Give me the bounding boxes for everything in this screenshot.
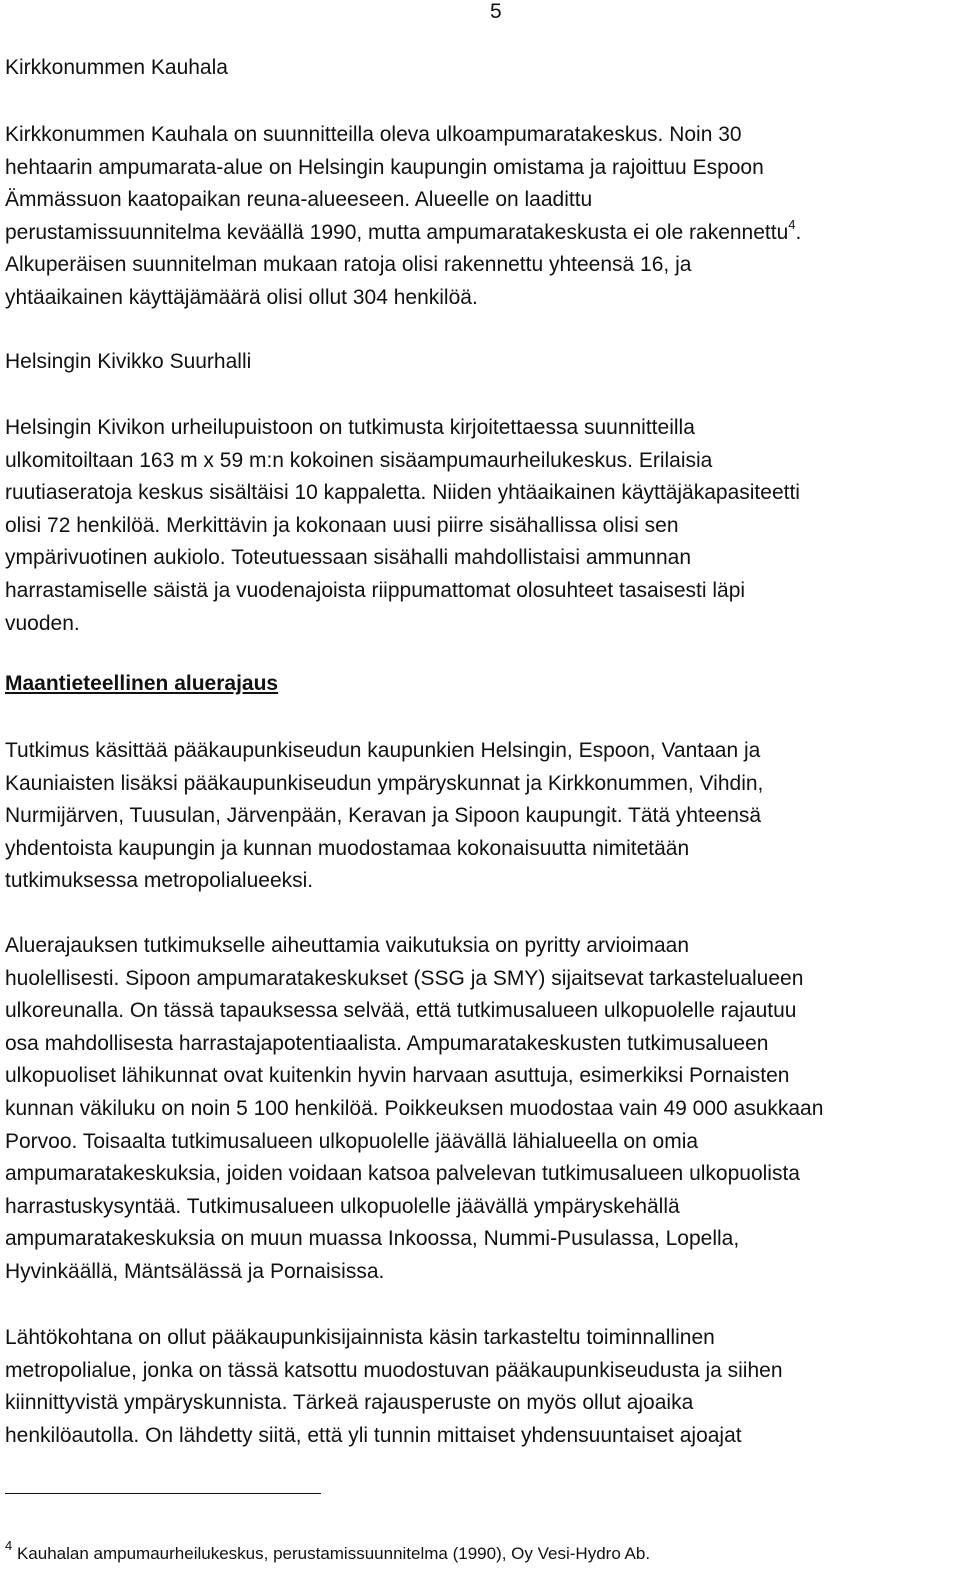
footnote-number: 4 [5, 1538, 13, 1554]
paragraph-line: ympärivuotinen aukiolo. Toteutuessaan sisähalli mahdollistaisi ammunnan [5, 546, 691, 570]
paragraph-kivikko [5, 412, 955, 640]
paragraph-line: kunnan väkiluku on noin 5 100 henkilöä. Poikkeuksen muodostaa vain 49 000 asukkaan [5, 1096, 824, 1120]
paragraph-line: Aluerajauksen tutkimukselle aiheuttamia vaikutuksia on pyritty arvioimaan [5, 934, 689, 957]
paragraph-line: yhtäaikainen käyttäjämäärä olisi ollut 304 henkilöä. [5, 285, 478, 309]
paragraph-line: metropolialue, jonka on tässä katsottu muodostuvan pääkaupunkiseudusta ja siihen [5, 1358, 783, 1382]
paragraph-line: yhdentoista kaupungin ja kunnan muodostamaa kokonaisuutta nimitetään [5, 836, 690, 860]
paragraph-line: olisi 72 henkilöä. Merkittävin ja kokonaan uusi piirre sisähallissa olisi sen [5, 513, 679, 537]
paragraph-line: tutkimuksessa metropolialueeksi. [5, 869, 314, 893]
paragraph-line: Kauniaisten lisäksi pääkaupunkiseudun ympäryskunnat ja Kirkkonummen, Vihdin, [5, 771, 764, 795]
paragraph-line [5, 217, 955, 250]
paragraph-line: ulkoreunalla. On tässä tapauksessa selvää, että tutkimusalueen ulkopuolelle rajautuu [5, 999, 797, 1023]
footnote-separator [5, 1493, 321, 1494]
paragraph-line-text: perustamissuunnitelma keväällä 1990, mutta ampumaratakeskusta ei ole rakennettu [5, 220, 789, 244]
paragraph-line: kiinnittyvistä ympäryskunnista. Tärkeä rajausperuste on myös ollut ajoaika [5, 1391, 694, 1415]
paragraph-aluerajaus-1 [5, 735, 955, 898]
paragraph-kauhala [5, 119, 955, 315]
paragraph-line: henkilöautolla. On lähdetty siitä, että yli tunnin mittaiset yhdensuuntaiset ajoajat [5, 1423, 742, 1447]
paragraph-line: Kirkkonummen Kauhala on suunnitteilla oleva ulkoampumaratakeskus. Noin 30 [5, 123, 742, 146]
footnote-reference: 4 [788, 216, 796, 232]
paragraph-line: harrastamiselle säistä ja vuodenajoista riippumattomat olosuhteet tasaisesti läpi [5, 578, 746, 602]
paragraph-line: Tutkimus käsittää pääkaupunkiseudun kaupunkien Helsingin, Espoon, Vantaan ja [5, 739, 761, 762]
page-number: 5 [490, 0, 502, 23]
paragraph-line: Nurmijärven, Tuusulan, Järvenpään, Keravan ja Sipoon kaupungit. Tätä yhteensä [5, 804, 762, 828]
paragraph-line: ampumaratakeskuksia, joiden voidaan katsoa palvelevan tutkimusalueen ulkopuolista [5, 1162, 800, 1186]
section-heading-kauhala: Kirkkonummen Kauhala [5, 56, 228, 79]
paragraph-line: hehtaarin ampumarata-alue on Helsingin kaupungin omistama ja rajoittuu Espoon [5, 155, 764, 179]
paragraph-aluerajaus-3 [5, 1322, 955, 1452]
section-heading-kivikko: Helsingin Kivikko Suurhalli [5, 350, 252, 373]
paragraph-line: Helsingin Kivikon urheilupuistoon on tutkimusta kirjoitettaessa suunnitteilla [5, 416, 695, 439]
paragraph-line: vuoden. [5, 611, 80, 635]
footnote-text: Kauhalan ampumaurheilukeskus, perustamissuunnitelma (1990), Oy Vesi-Hydro Ab. [16, 1544, 651, 1563]
paragraph-line: Alkuperäisen suunnitelman mukaan ratoja olisi rakennettu yhteensä 16, ja [5, 253, 692, 277]
paragraph-line: Ämmässuon kaatopaikan reuna-alueeseen. Alueelle on laadittu [5, 188, 593, 212]
paragraph-line: ulkopuoliset lähikunnat ovat kuitenkin hyvin harvaan asuttuja, esimerkiksi Pornaisten [5, 1064, 790, 1088]
paragraph-line: ulkomitoiltaan 163 m x 59 m:n kokoinen sisäampumaurheilukeskus. Erilaisia [5, 448, 713, 472]
paragraph-line: ruutiaseratoja keskus sisältäisi 10 kappaletta. Niiden yhtäaikainen käyttäjäkapasiteetti [5, 481, 800, 505]
paragraph-line: harrastuskysyntää. Tutkimusalueen ulkopuolelle jäävällä ympäryskehällä [5, 1194, 680, 1218]
paragraph-line: Lähtökohtana on ollut pääkaupunkisijainnista käsin tarkasteltu toiminnallinen [5, 1326, 715, 1349]
paragraph-line: Porvoo. Toisaalta tutkimusalueen ulkopuolelle jäävällä lähialueella on omia [5, 1129, 699, 1153]
paragraph-line: osa mahdollisesta harrastajapotentiaalista. Ampumaratakeskusten tutkimusalueen [5, 1031, 769, 1055]
footnote-ref-punctuation: . [795, 220, 802, 244]
paragraph-line: ampumaratakeskuksia on muun muassa Inkoossa, Nummi-Pusulassa, Lopella, [5, 1227, 740, 1251]
footnote [5, 1538, 651, 1564]
paragraph-aluerajaus-2 [5, 930, 955, 1289]
paragraph-line: Hyvinkäällä, Mäntsälässä ja Pornaisissa. [5, 1259, 385, 1283]
section-heading-aluerajaus: Maantieteellinen aluerajaus [5, 672, 279, 695]
paragraph-line: huolellisesti. Sipoon ampumaratakeskukset (SSG ja SMY) sijaitsevat tarkastelualueen [5, 966, 804, 990]
